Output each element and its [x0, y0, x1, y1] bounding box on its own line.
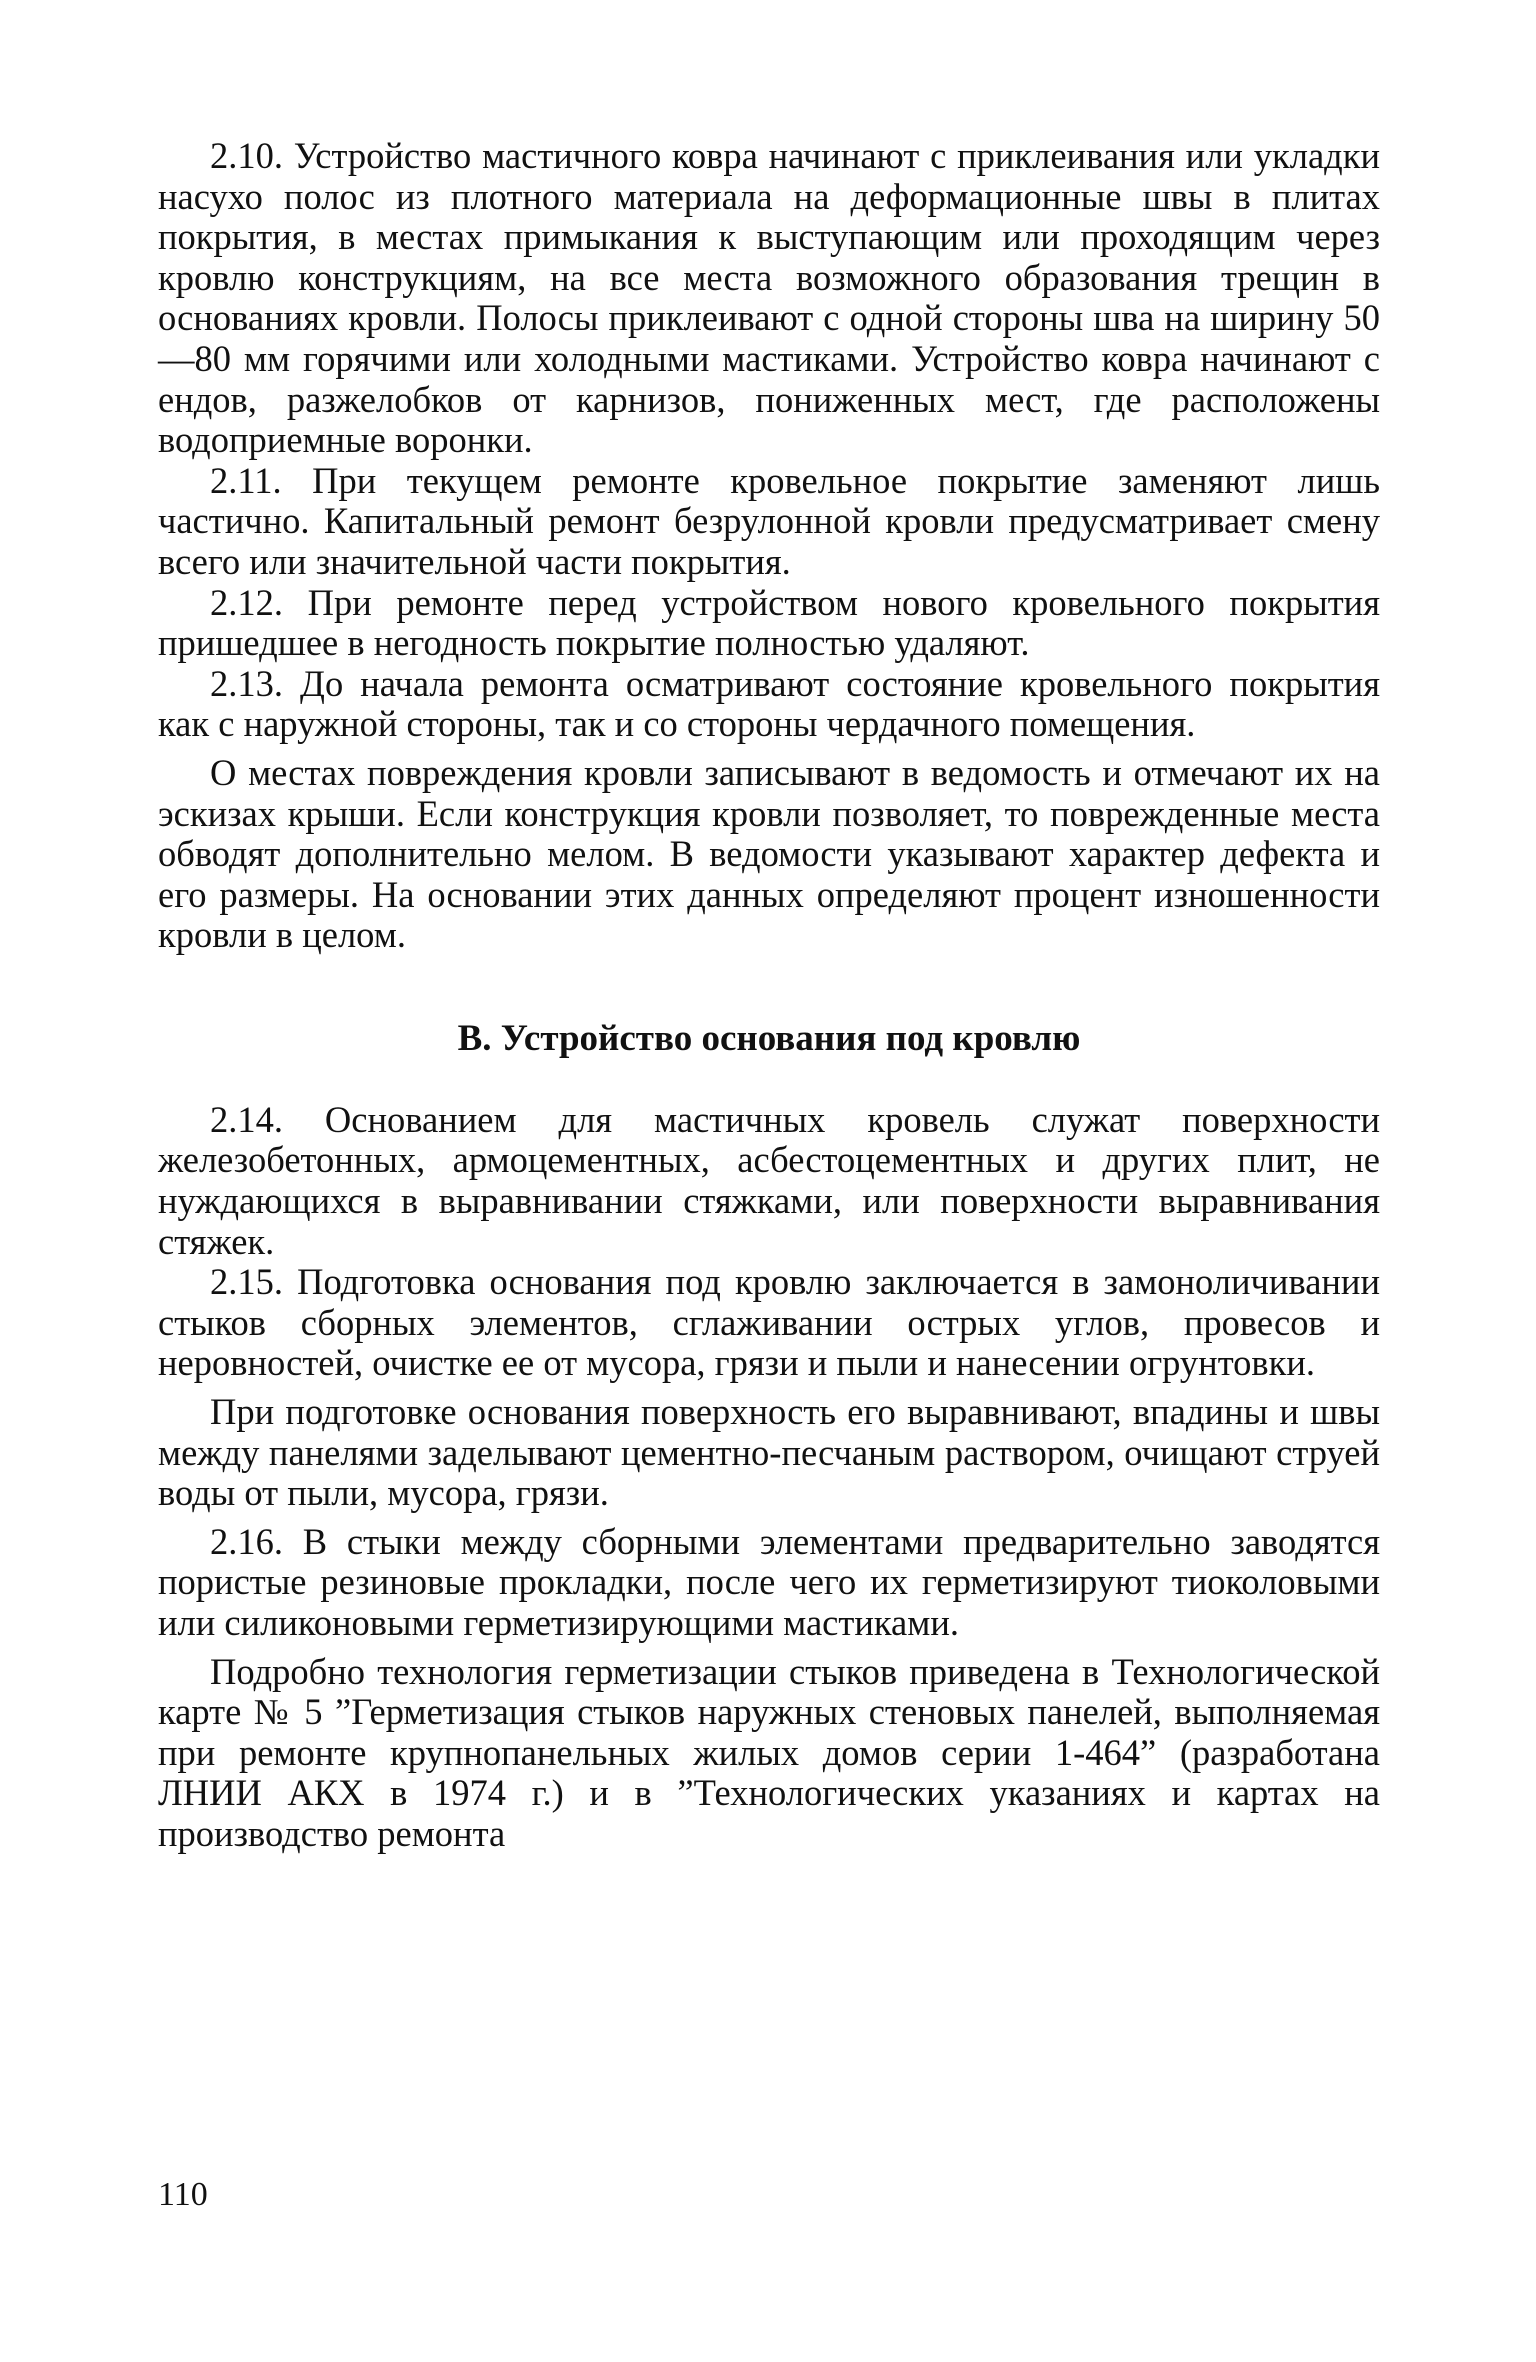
paragraph-2-10: 2.10. Устройство мастичного ковра начинают с приклеивания или укладки насухо полос из плотного материала на деформационные швы в плитах покрытия, в местах примыкания к выступающим или проходящим через кровлю конструкциям, на все места возможного образования трещин в основаниях кровли. Полосы приклеивают с одной стороны шва на ширину 50—80 мм горячими или холодными мастиками. Устройство ковра начинают с ендов, разжелобков от карнизов, пониженных мест, где расположены водоприемные воронки. [158, 135, 1380, 461]
paragraph-2-12: 2.12. При ремонте перед устройством нового кровельного покрытия пришедшее в негодность покрытие полностью удаляют. [158, 581, 1380, 664]
paragraph-2-16: 2.16. В стыки между сборными элементами предварительно заводятся пористые резиновые прокладки, после чего их герметизируют тиоколовыми или силиконовыми герметизирующими мастиками. [158, 1520, 1380, 1643]
paragraph-damage-record: О местах повреждения кровли записывают в ведомость и отмечают их на эскизах крыши. Если конструкция кровли позволяет, то поврежденные места обводят дополнительно мелом. В ведомости указывают характер дефекта и его размеры. На основании этих данных определяют процент изношенности кровли в целом. [158, 751, 1380, 956]
page-body [158, 136, 1380, 1855]
paragraph-technology-reference: Подробно технология герметизации стыков приведена в Технологической карте № 5 ”Герметизация стыков наружных стеновых панелей, выполняемая при ремонте крупнопанельных жилых домов серии 1-464” (разработана ЛНИИ АКХ в 1974 г.) и в ”Технологических указаниях и картах на производство ремонта [158, 1650, 1380, 1854]
page-number: 110 [158, 2176, 208, 2213]
paragraph-surface-prep: При подготовке основания поверхность его выравнивают, впадины и швы между панелями заделывают цементно-песчаным раствором, очищают струей воды от пыли, мусора, грязи. [158, 1391, 1380, 1514]
paragraph-2-15: 2.15. Подготовка основания под кровлю заключается в замоноличивании стыков сборных элементов, сглаживании острых углов, провесов и неровностей, очистке ее от мусора, грязи и пыли и нанесении огрунтовки. [158, 1261, 1380, 1384]
paragraph-2-13: 2.13. До начала ремонта осматривают состояние кровельного покрытия как с наружной стороны, так и со стороны чердачного помещения. [158, 662, 1380, 745]
paragraph-2-11: 2.11. При текущем ремонте кровельное покрытие заменяют лишь частично. Капитальный ремонт безрулонной кровли предусматривает смену всего или значительной части покрытия. [158, 459, 1380, 582]
section-heading: В. Устройство основания под кровлю [457, 1017, 1081, 1059]
paragraph-2-14: 2.14. Основанием для мастичных кровель служат поверхности железобетонных, армоцементных, асбестоцементных и других плит, не нуждающихся в выравнивании стяжками, или поверхности выравнивания стяжек. [158, 1098, 1380, 1262]
